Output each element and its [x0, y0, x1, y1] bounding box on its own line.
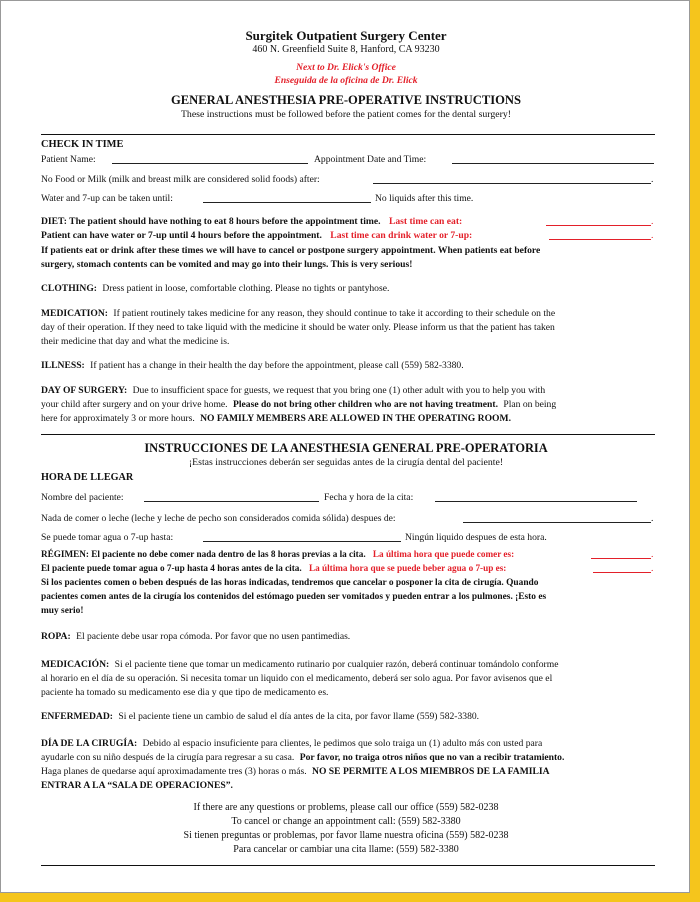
es-medication-line-1: MEDICACIÓN: Si el paciente tiene que tomar un medicamento rutinario por cualquier razón, deberá continuar tomándolo conforme [41, 659, 559, 670]
diet-line-4: surgery, stomach contents can be vomited and may go into their lungs. This is very serious! [41, 259, 413, 270]
last-eat-label: Last time can eat: [388, 216, 463, 227]
spanish-subtitle: ¡Estas instrucciones deberán ser seguidas antes de la cirugía dental del paciente! [188, 457, 504, 468]
instruction-sheet: Surgitek Outpatient Surgery Center 460 N. Greenfield Suite 8, Hanford, CA 93230 Next to Dr. Elick's Office Enseguida de la oficina de Dr. Elick GENERAL ANESTHESIA PRE-OPERATIVE INSTRUCTIONS These instructions must be followed before the patient comes for the dental surgery! CHECK IN TIME Patient Name: Appointment Date and Time: No Food or Milk (milk and breast milk are considered solid foods) after: . Water and 7-up can be taken until: No liquids after this time. DIET: The patient should have nothing to eat 8 hours before the appointment time. Last time can eat: . Patient can have water or 7-up until 4 hours before the appointment. Last time can drink water or 7-up: . If patients eat or drink after these times we will have to cancel or postpone surgery appointment. When patients eat before surgery, stomach contents can be vomited and may go into their lungs. This is very serious! CLOTHING: Dress patient in loose, comfortable clothing. Please no tights or pantyhose. MEDICATION: If patient routinely takes medicine for any reason, they should continue to take it according to their schedule on the day of their operation. If they need to take liquid with the medicine it should be water only. Please inform us that the patient has taken their medicine that day and what the medicine is. ILLNESS: If patient has a change in their health the day before the appointment, please call (559) 582-3380. DAY OF SURGERY: Due to insufficient space for guests, we request that you bring one (1) other adult with you to help you with your child after surgery and on your drive home. Please do not bring other children who are not having treatment. Plan on being here for approximately 3 or more hours. NO FAMILY MEMBERS ARE ALLOWED IN THE OPERATING ROOM. INSTRUCCIONES DE LA ANESTHESIA GENERAL PRE-OPERATORIA ¡Estas instrucciones deberán ser seguidas antes de la cirugía dental del paciente! HORA DE LLEGAR Nombre del paciente: Fecha y hora de la cita: Nada de comer o leche (leche y leche de pecho son considerados comida sólida) despues de: . Se puede tomar agua o 7-up hasta: Ningún liquido despues de esta hora. RÉGIMEN: El paciente no debe comer nada dentro de las 8 horas previas a la cita. La última hora que puede comer es: . El paciente puede tomar agua o 7-up hasta 4 horas antes de la cita. La última hora que se puede beber agua o 7-up es: . Si los pacientes comen o beben después de las horas indicadas, tendremos que cancelar o posponer la cita de cirugía. Quando pacientes comen antes de la cirugía los contenidos del estómago pueden ser vomitados y pueden entrar a los pulmones. ¡Esto es muy serio! ROPA: El paciente debe usar ropa cómoda. Por favor que no usen pantimedias. MEDICACIÓN: Si el paciente tiene que tomar un medicamento rutinario por cualquier razón, deberá continuar tomándolo conforme al horario en el día de su operación. Si necesita tomar un liquido con el medicamento, deberá ser solo agua. Por favor avisenos que el paciente ha tomado su medicamento ese dia y que tipo de medicamento es. ENFERMEDAD: Si el paciente tiene un cambio de salud el día antes de la cita, por favor llame (559) 582-3380. DÍA DE LA CIRUGÍA: Debido al espacio insuficiente para clientes, le pedimos que solo traiga un (1) adulto más con usted para ayudarle con su niño después de la cirugía para regresar a su casa. Por favor, no traiga otros niños que no van a recibir tratamiento. Haga planes de quedarse aquí aproximadamente tres (3) horas o más. NO SE PERMITE A LOS MIEMBROS DE LA FAMILIA ENTRAR A LA “SALA DE OPERACIONES”. If there are any questions or problems, please call our office (559) 582-0238 To cancel or change an appointment call: (559) 582-3380 Si tienen preguntas or problemas, por favor llame nuestra oficina (559) 582-0238 Para cancelar or cambiar una cita llame: (559) 582-3380 [0, 0, 690, 893]
es-no-food-label: Nada de comer o leche (leche y leche de pecho son considerados comida sólida) despues de: [41, 513, 396, 524]
es-surgery-line-4: ENTRAR A LA “SALA DE OPERACIONES”. [41, 780, 233, 791]
org-address: 460 N. Greenfield Suite 8, Hanford, CA 93230 [252, 44, 440, 55]
appointment-label: Appointment Date and Time: [314, 154, 427, 165]
patient-name-label: Patient Name: [41, 154, 96, 165]
es-patient-name-label: Nombre del paciente: [41, 492, 124, 503]
divider [41, 134, 655, 135]
es-last-eat-field[interactable] [591, 548, 651, 559]
es-diet-line-2: El paciente puede tomar agua o 7-up hasta 4 horas antes de la cita. La última hora que se puede beber agua o 7-up es: [41, 563, 507, 573]
es-surgery-line-2: ayudarle con su niño después de la cirugía para regresar a su casa. Por favor, no traiga otros niños que no van a recibir tratamiento. [41, 752, 565, 763]
medication-line-2: day of their operation. If they need to take liquid with the medicine it should be water only. Please inform us that the patient has taken [41, 322, 555, 333]
footer-questions-es: Si tienen preguntas or problemas, por favor llame nuestra oficina (559) 582-0238 [183, 830, 509, 841]
page-title: GENERAL ANESTHESIA PRE-OPERATIVE INSTRUCTIONS [170, 93, 522, 107]
es-diet-line-3: Si los pacientes comen o beben después de las horas indicadas, tendremos que cancelar o posponer la cita de cirugía. Quando [41, 578, 539, 588]
diet-line-2: Patient can have water or 7-up until 4 hours before the appointment. Last time can drink water or 7-up: [41, 230, 473, 241]
no-food-field[interactable] [373, 173, 651, 184]
es-medication-line-3: paciente ha tomado su medicamento ese dia y que tipo de medicamento es. [41, 687, 329, 698]
footer-cancel-en: To cancel or change an appointment call: (559) 582-3380 [231, 816, 461, 827]
location-note-en: Next to Dr. Elick's Office [296, 62, 396, 73]
patient-name-field[interactable] [112, 153, 308, 164]
divider [41, 865, 655, 866]
es-diet-line-1: RÉGIMEN: El paciente no debe comer nada dentro de las 8 horas previas a la cita. La última hora que puede comer es: [41, 549, 515, 559]
es-water-label: Se puede tomar agua o 7-up hasta: [41, 532, 174, 543]
surgery-line-3: here for approximately 3 or more hours. NO FAMILY MEMBERS ARE ALLOWED IN THE OPERATING ROOM. [41, 413, 511, 424]
appointment-field[interactable] [452, 153, 654, 164]
location-note-es: Enseguida de la oficina de Dr. Elick [274, 75, 418, 86]
es-clothing-section: ROPA: El paciente debe usar ropa cómoda. Por favor que no usen pantimedias. [41, 631, 351, 642]
org-name: Surgitek Outpatient Surgery Center [245, 28, 447, 43]
check-in-heading: CHECK IN TIME [41, 139, 124, 150]
last-eat-field[interactable] [546, 215, 651, 226]
diet-line-3: If patients eat or drink after these times we will have to cancel or postpone surgery appointment. When patients eat before [41, 245, 541, 256]
es-surgery-line-1: DÍA DE LA CIRUGÍA: Debido al espacio insuficiente para clientes, le pedimos que solo traiga un (1) adulto más con usted para [41, 738, 543, 749]
footer-cancel-es: Para cancelar or cambiar una cita llame: (559) 582-3380 [233, 844, 459, 855]
arrival-heading: HORA DE LLEGAR [41, 472, 134, 483]
es-water-field[interactable] [203, 531, 401, 542]
last-drink-label: Last time can drink water or 7-up: [330, 230, 473, 241]
diet-line-1: DIET: The patient should have nothing to eat 8 hours before the appointment time. Last time can eat: [41, 216, 463, 227]
no-liquids-text: No liquids after this time. [375, 193, 474, 204]
page-subtitle: These instructions must be followed before the patient comes for the dental surgery! [180, 109, 512, 120]
patient-name-row [41, 154, 96, 165]
water-label: Water and 7-up can be taken until: [41, 193, 173, 204]
no-food-label: No Food or Milk (milk and breast milk are considered solid foods) after: [41, 174, 320, 185]
es-last-drink-label: La última hora que se puede beber agua o 7-up es: [308, 563, 507, 573]
surgery-line-1: DAY OF SURGERY: Due to insufficient space for guests, we request that you bring one (1) other adult with you to help you with [41, 385, 546, 396]
surgery-line-2: your child after surgery and on your drive home. Please do not bring other children who are not having treatment. Plan on being [41, 399, 557, 410]
water-field[interactable] [203, 192, 371, 203]
es-last-eat-label: La última hora que puede comer es: [372, 549, 515, 559]
spanish-title: INSTRUCCIONES DE LA ANESTHESIA GENERAL PRE-OPERATORIA [144, 441, 548, 455]
es-diet-line-5: muy serio! [41, 606, 84, 616]
es-no-food-field[interactable] [463, 512, 651, 523]
illness-section: ILLNESS: If patient has a change in their health the day before the appointment, please call (559) 582-3380. [41, 360, 464, 371]
es-last-drink-field[interactable] [593, 562, 651, 573]
es-illness-section: ENFERMEDAD: Si el paciente tiene un cambio de salud el día antes de la cita, por favor llame (559) 582-3380. [41, 711, 480, 722]
medication-line-3: their medicine that day and what the medicine is. [41, 336, 230, 347]
clothing-section: CLOTHING: Dress patient in loose, comfortable clothing. Please no tights or pantyhose. [41, 283, 390, 294]
es-surgery-line-3: Haga planes de quedarse aquí aproximadamente tres (3) horas o más. NO SE PERMITE A LOS MIEMBROS DE LA FAMILIA [41, 766, 550, 777]
last-drink-field[interactable] [549, 229, 651, 240]
divider [41, 434, 655, 435]
es-medication-line-2: al horario en el día de su operación. Si necesita tomar un liquido con el medicamento, deberá ser solo agua. Por favor avisenos que el [41, 673, 553, 684]
footer-questions-en: If there are any questions or problems, please call our office (559) 582-0238 [193, 802, 499, 813]
es-appointment-field[interactable] [435, 491, 637, 502]
es-no-liquids-text: Ningún liquido despues de esta hora. [405, 532, 547, 543]
es-patient-name-field[interactable] [144, 491, 319, 502]
es-diet-line-4: pacientes comen antes de la cirugía los contenidos del estómago pueden ser vomitados y pueden entrar a los pulmones. ¡Esto es [41, 592, 547, 602]
es-appointment-label: Fecha y hora de la cita: [324, 492, 414, 503]
medication-line-1: MEDICATION: If patient routinely takes medicine for any reason, they should continue to take it according to their schedule on the [41, 308, 556, 319]
